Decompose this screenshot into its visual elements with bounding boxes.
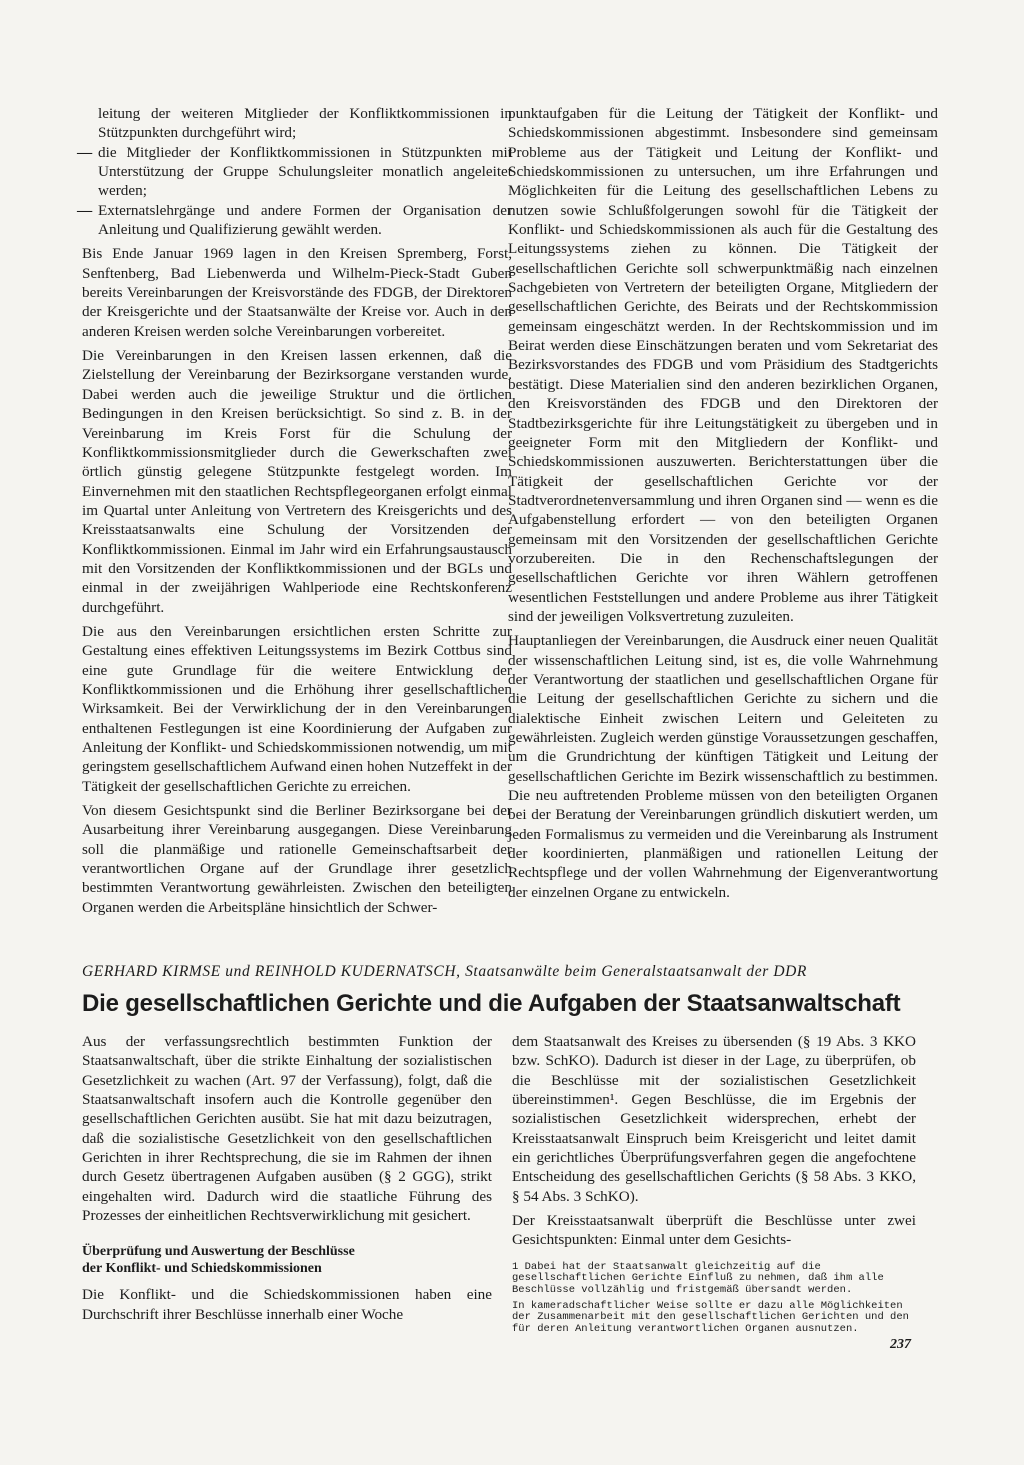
body-paragraph: dem Staatsanwalt des Kreises zu übersenden (§ 19 Abs. 3 KKO bzw. SchKO). Dadurch ist dieser in der Lage, zu überprüfen, ob die Beschlüsse mit der sozialistischen Gesetzlichkeit übereinstimmen¹. Gegen Beschlüsse, die im Ergebnis der sozialistischen Gesetzlichkeit widersprechen, erhebt der Kreisstaatsanwalt Einspruch beim Kreisgericht und leitet damit ein gerichtliches Überprüfungsverfahren gegen die angefochtene Entscheidung des gesellschaftlichen Gerichts (§ 58 Abs. 3 KKO, § 54 Abs. 3 SchKO). bbox=[512, 1033, 916, 1205]
intro-paragraph: Aus der verfassungsrechtlich bestimmten Funktion der Staatsanwaltschaft, über die strikte Einhaltung der sozialistischen Gesetzlichkeit zu wachen (Art. 97 der Verfassung), folgt, daß die Staatsanwaltschaft insofern auch die Kontrolle gegenüber den gesellschaftlichen Gerichten ausübt. Sie hat mit dazu beizutragen, daß die sozialistische Gesetzlichkeit von den gesellschaftlichen Gerichten in ihrer Rechtsprechung, die sie im Rahmen der ihnen durch Gesetz übertragenen Aufgaben ausüben (§ 2 GGG), strikt eingehalten wird. Dadurch wird die staatliche Führung des Prozesses der einheitlichen Rechtsverwirklichung mit gesichert. bbox=[82, 1033, 492, 1225]
lower-right-column bbox=[512, 1032, 916, 1335]
body-paragraph: Bis Ende Januar 1969 lagen in den Kreisen Spremberg, Forst, Senftenberg, Bad Liebenwerda und Wilhelm-Pieck-Stadt Guben bereits Vereinbarungen der Kreisvorstände des FDGB, der Direktoren der Kreisgerichte und der Staatsanwälte der Kreise vor. Auch in den anderen Kreisen werden solche Vereinbarungen vorbereitet. bbox=[82, 245, 512, 340]
list-item: leitung der weiteren Mitglieder der Konfliktkommissionen in Stützpunkten durchgeführt wird; bbox=[98, 105, 512, 142]
body-paragraph: Der Kreisstaatsanwalt überprüft die Beschlüsse unter zwei Gesichtspunkten: Einmal unter dem Gesichts- bbox=[512, 1212, 916, 1249]
subheading-line: der Konflikt- und Schiedskommissionen bbox=[82, 1261, 322, 1277]
footnote: In kameradschaftlicher Weise sollte er dazu alle Möglichkeiten der Zusammenarbeit mit den gesellschaftlichen Gerichten und den für deren Anleitung verantwortlichen Organen ausnutzen. bbox=[512, 1300, 909, 1335]
footnotes bbox=[512, 1262, 916, 1335]
article-byline: GERHARD KIRMSE und REINHOLD KUDERNATSCH, Staatsanwälte beim Generalstaatsanwalt der DDR bbox=[82, 963, 807, 980]
upper-right-column bbox=[508, 104, 938, 902]
body-paragraph: Hauptanliegen der Vereinbarungen, die Ausdruck einer neuen Qualität der wissenschaftlichen Leitung sind, ist es, die volle Wahrnehmung der Verantwortung der staatlichen und gesellschaftlichen Organe für die Leitung der gesellschaftlichen Gerichte zu sichern und die dialektische Einheit zwischen Leitern und Geleiteten zu gewährleisten. Zugleich werden günstige Voraussetzungen geschaffen, um die Grundrichtung der künftigen Tätigkeit und Leitung der gesellschaftlichen Gerichte im Bezirk wissenschaftlich zu bestimmen. Die neu auftretenden Probleme müssen von den beteiligten Organen bei der Beratung der Vereinbarungen gründlich diskutiert werden, um jeden Formalismus zu vermeiden und die Vereinbarung als Instrument der koordinierten, planmäßigen und rationellen Leitung der Rechtspflege und der vollen Wahrnehmung der Eigenverantwortung der einzelnen Organe zu entwickeln. bbox=[508, 632, 938, 901]
list-item: — die Mitglieder der Konfliktkommissionen in Stützpunkten mit Unterstützung der Gruppe Schulungsleiter monatlich angeleitet werden; bbox=[82, 143, 512, 201]
lower-left-column bbox=[82, 1032, 492, 1324]
subheading-line: Überprüfung und Auswertung der Beschlüsse bbox=[82, 1244, 355, 1260]
upper-left-column bbox=[82, 104, 512, 917]
section-subheading bbox=[82, 1243, 492, 1277]
measures-list bbox=[82, 104, 512, 239]
article-title: Die gesellschaftlichen Gerichte und die Aufgaben der Staatsanwaltschaft bbox=[82, 990, 901, 1017]
body-paragraph: Die Vereinbarungen in den Kreisen lassen erkennen, daß die Zielstellung der Vereinbarung der Bezirksorgane verstanden wurde. Dabei werden auch die jeweilige Struktur und die örtlichen Bedingungen in den Kreisen berücksichtigt. So sind z. B. in der Vereinbarung im Kreis Forst für die Schulung der Konfliktkommissionsmitglieder durch die Gewerkschaften zwei örtlich günstig gelegene Stützpunkte festgelegt worden. Im Einvernehmen mit den staatlichen Rechtspflegeorganen erfolgt einmal im Quartal unter Anleitung von Vertretern des Kreisgerichts und des Kreisstaatsanwalts eine Schulung der Vorsitzenden der Konfliktkommissionen. Einmal im Jahr wird ein Erfahrungsaustausch mit den Vorsitzenden der Konfliktkommissionen und der BGLs und einmal in der zweijährigen Wahlperiode eine Rechtskonferenz durchgeführt. bbox=[82, 347, 512, 616]
body-paragraph: Die aus den Vereinbarungen ersichtlichen ersten Schritte zur Gestaltung eines effektiven Leitungssystems im Bezirk Cottbus sind eine gute Grundlage für die weitere Entwicklung der Konfliktkommissionen und die Erhöhung ihrer gesellschaftlichen Wirksamkeit. Bei der Verwirklichung der in den Vereinbarungen enthaltenen Festlegungen ist eine Koordinierung der Aufgaben zur Anleitung der Konflikt- und Schiedskommissionen notwendig, um mit geringstem gesellschaftlichem Aufwand einen hohen Nutzeffekt in der Tätigkeit der gesellschaftlichen Gerichte zu erreichen. bbox=[82, 622, 512, 795]
body-paragraph: punktaufgaben für die Leitung der Tätigkeit der Konflikt- und Schiedskommissionen abgestimmt. Insbesondere sind gemeinsam Probleme aus der Tätigkeit und Leitung der Konflikt- und Schiedskommissionen zu untersuchen, um ihre Erfahrungen und Möglichkeiten für die Leitung des gesellschaftlichen Lebens zu nutzen sowie Schlußfolgerungen sowohl für die Tätigkeit der Konflikt- und Schiedskommissionen als auch für die Gestaltung des Leitungssystems ziehen zu können. Die Tätigkeit der gesellschaftlichen Gerichte soll schwerpunktmäßig nach einzelnen Sachgebieten von Vertretern der beteiligten Organe, Mitgliedern der gesellschaftlichen Gerichte, des Beirats und der Rechtskommission gemeinsam eingeschätzt werden. In der Rechtskommission und im Beirat werden diese Einschätzungen beraten und vom Sekretariat des Bezirksvorstandes des FDGB und vom Präsidium des Stadtgerichts bestätigt. Diese Materialien sind den anderen bezirklichen Organen, den Kreisvorständen des FDGB und den Direktoren der Stadtbezirksgerichte für ihre Leitungstätigkeit zu übergeben und in geeigneter Form mit den Mitgliedern der Konflikt- und Schiedskommissionen auszuwerten. Berichterstattungen über die Tätigkeit der gesellschaftlichen Gerichte vor der Stadtverordnetenversammlung und ihren Organen sind — wenn es die Aufgabenstellung erfordert — von den beteiligten Organen gemeinsam mit den Vorsitzenden der gesellschaftlichen Gerichte vorzubereiten. Die in den Rechenschaftslegungen der gesellschaftlichen Gerichte vor ihren Wählern getroffenen wesentlichen Feststellungen und andere Probleme aus ihrer Tätigkeit sind der jeweiligen Volksvertretung zuzuleiten. bbox=[508, 105, 938, 625]
body-paragraph: Von diesem Gesichtspunkt sind die Berliner Bezirksorgane bei der Ausarbeitung ihrer Vereinbarung ausgegangen. Diese Vereinbarung soll die planmäßige und rationelle Gemeinschaftsarbeit der verantwortlichen Organe auf der Grundlage ihrer gesetzlich bestimmten Verantwortung gewährleisten. Zwischen den beteiligten Organen werden die Arbeitspläne hinsichtlich der Schwer- bbox=[82, 802, 512, 916]
body-paragraph: Die Konflikt- und die Schiedskommissionen haben eine Durchschrift ihrer Beschlüsse innerhalb einer Woche bbox=[82, 1286, 492, 1323]
page-number: 237 bbox=[890, 1337, 911, 1352]
footnote: 1 Dabei hat der Staatsanwalt gleichzeitig auf die gesellschaftlichen Gerichte Einfluß zu nehmen, daß ihm alle Beschlüsse vollzählig und fristgemäß übersandt werden. bbox=[512, 1260, 884, 1296]
list-item: — Externatslehrgänge und andere Formen der Organisation der Anleitung und Qualifizierung gewählt werden. bbox=[82, 201, 512, 240]
